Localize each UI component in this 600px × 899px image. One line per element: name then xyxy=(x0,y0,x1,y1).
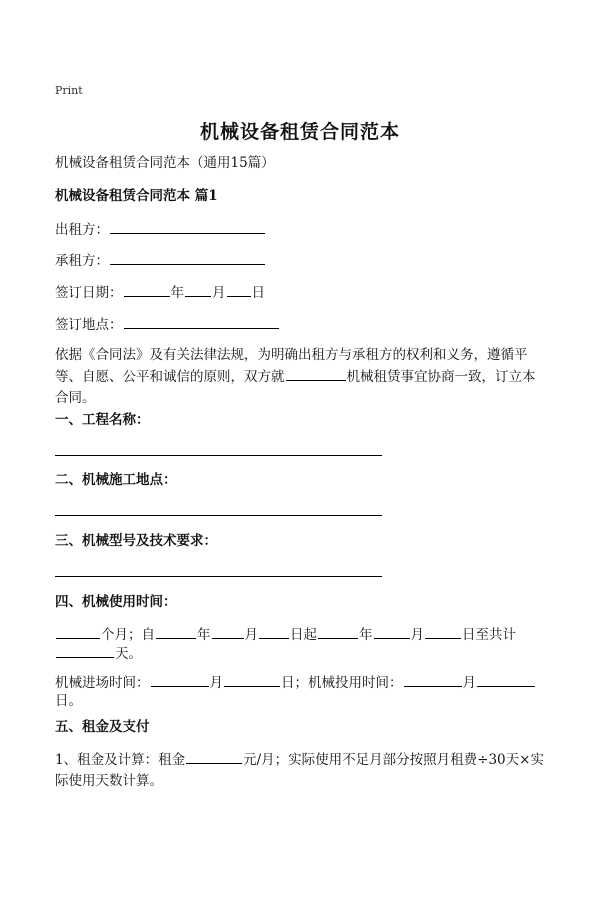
lessee-blank xyxy=(110,250,265,265)
intro-text-a: 依据《合同法》及有关法律法规，为明确出租方与承租方的权利和义务，遵循平等、自愿、公平和诚信的原则，双方就 xyxy=(55,347,528,385)
heading-machine-model: 三、机械型号及技术要求： xyxy=(55,533,217,549)
rent-paragraph xyxy=(55,749,545,792)
heading-project-name: 一、工程名称： xyxy=(55,412,150,428)
start-month-label: 月 xyxy=(244,627,258,643)
lessee-field xyxy=(55,250,266,271)
heading-construction-site: 二、机械施工地点： xyxy=(55,472,177,488)
end-year-label: 年 xyxy=(359,627,373,643)
end-year-blank xyxy=(318,624,358,639)
end-month-blank xyxy=(374,624,410,639)
usage-text-a: 个月；自 xyxy=(101,627,155,643)
entry-month-blank xyxy=(151,672,209,687)
sign-date-label: 签订日期： xyxy=(55,285,123,301)
months-blank xyxy=(56,624,100,639)
total-days-blank xyxy=(56,643,114,658)
document-subtitle: 机械设备租赁合同范本（通用15篇） xyxy=(55,155,275,171)
day-blank xyxy=(227,282,251,297)
entry-end: 日。 xyxy=(55,693,82,709)
year-blank xyxy=(124,282,170,297)
entry-time-line-2 xyxy=(55,691,82,711)
rent-text-b: 元/月；实际使用不足月部分按照月租费÷30天×实际使用天数计算。 xyxy=(55,752,544,789)
year-label: 年 xyxy=(170,285,184,301)
heading-usage-time: 四、机械使用时间： xyxy=(55,594,177,610)
intro-paragraph xyxy=(55,345,545,409)
sign-place-blank xyxy=(124,314,279,329)
project-name-blank xyxy=(55,455,382,456)
usage-text-b: 日起 xyxy=(290,627,317,643)
project-blank xyxy=(286,366,346,381)
day-label: 日 xyxy=(251,285,265,301)
entry-time-line-1 xyxy=(55,672,536,693)
month-blank xyxy=(185,282,211,297)
lessor-field xyxy=(55,219,266,240)
machine-model-blank xyxy=(55,576,382,577)
entry-day-blank xyxy=(224,672,280,687)
intro-text-b: 机械租赁事宜协商一致，订立本合同。 xyxy=(55,369,536,406)
usage-text-c: 日至共计 xyxy=(462,627,516,643)
usage-time-line-2 xyxy=(55,643,142,664)
lessor-label: 出租方： xyxy=(55,222,109,238)
print-label: Print xyxy=(55,84,83,97)
entry-text-b: 日；机械投用时间： xyxy=(281,675,403,691)
entry-month-label: 月 xyxy=(209,675,223,691)
end-month-label: 月 xyxy=(410,627,424,643)
sign-date-field xyxy=(55,282,265,303)
start-day-blank xyxy=(259,624,289,639)
use-day-blank xyxy=(477,672,535,687)
use-month-blank xyxy=(404,672,462,687)
usage-time-line-1 xyxy=(55,624,516,645)
month-label: 月 xyxy=(212,285,226,301)
start-month-blank xyxy=(212,624,244,639)
lessee-label: 承租方： xyxy=(55,253,109,269)
sign-place-label: 签订地点： xyxy=(55,317,123,333)
use-month-label: 月 xyxy=(462,675,476,691)
end-day-blank xyxy=(425,624,461,639)
usage-text-d: 天。 xyxy=(115,646,142,662)
document-title: 机械设备租赁合同范本 xyxy=(199,121,400,143)
rent-text-a: 1、租金及计算：租金 xyxy=(55,752,186,768)
construction-site-blank xyxy=(55,515,382,516)
heading-rent-payment: 五、租金及支付 xyxy=(55,719,150,735)
start-year-label: 年 xyxy=(197,627,211,643)
entry-label: 机械进场时间： xyxy=(55,675,150,691)
rent-amount-blank xyxy=(186,749,242,764)
start-year-blank xyxy=(156,624,196,639)
section-title: 机械设备租赁合同范本 篇1 xyxy=(55,188,218,204)
sign-place-field xyxy=(55,314,280,335)
lessor-blank xyxy=(110,219,265,234)
